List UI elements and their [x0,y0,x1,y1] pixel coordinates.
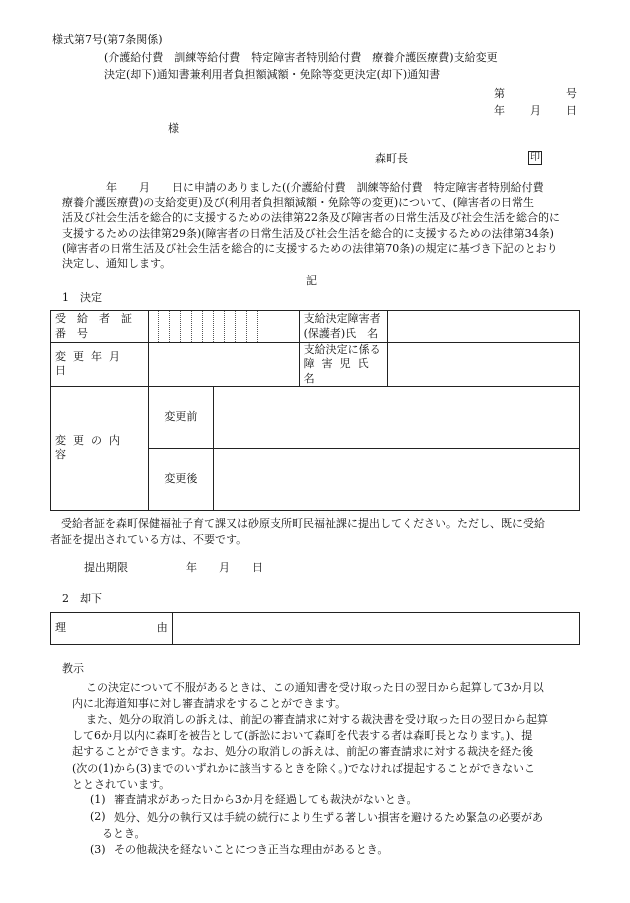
ki-marker: 記 [306,274,317,287]
teaching-line: (次の(1)から(3)までのいずれかに該当するときを除く。)でなければ提起することができないこ [72,761,536,775]
intro-line: 活及び社会生活を総合的に支援するための法律第22条及び障害者の日常生活及び社会生活を総合的に [62,211,560,225]
decision-table [50,310,580,511]
reason-field[interactable] [172,613,579,645]
recipient-number-digit[interactable] [246,311,257,343]
before-field[interactable] [214,386,580,448]
recipient-number-digit[interactable] [257,311,299,343]
recipient-name-field[interactable] [388,311,580,343]
recipient-number-digit[interactable] [225,311,236,343]
teaching-line: ととされています。 [72,777,171,791]
deadline-label: 提出期限 [84,561,128,574]
teaching-line: して6か月以内に森町を被告として(訴訟において森町を代表する者は森町長となります。)、提 [72,729,533,743]
doc-number-prefix: 第 [494,87,505,100]
intro-line: 決定し、通知します。 [62,257,172,271]
doc-number-suffix: 号 [566,87,577,100]
issuer-name: 森町長 [375,152,408,165]
child-name-field[interactable] [388,343,580,387]
document-title-line-1: (介護給付費 訓練等給付費 特定障害者特別給付費 療養介護医療費)支給変更 [104,51,498,64]
teaching-item-number: (3) [90,843,106,856]
deadline-date: 年 月 日 [186,561,263,574]
change-date-field[interactable] [148,343,299,387]
section-2-heading: 2 却下 [62,592,102,605]
after-field[interactable] [214,448,580,510]
teaching-item-number: (1) [90,793,106,806]
intro-line: 療養介護医療費)の支給変更)及び(利用者負担額減額・免除等の変更)について、(障害者の日常生 [62,196,535,210]
reason-label: 理 由 [51,613,173,645]
intro-paragraph [62,180,560,271]
form-number: 様式第7号(第7条関係) [52,33,163,46]
recipient-number-digit[interactable] [235,311,246,343]
recipient-number-label: 受給者証 番号 [51,311,149,343]
notice-line: 受給者証を森町保健福祉子育て課又は砂原支所町民福祉課に提出してください。ただし、既に受給 [61,517,545,530]
recipient-number-digit[interactable] [159,311,170,343]
recipient-number-digit[interactable] [214,311,225,343]
section-1-heading: 1 決定 [62,291,102,304]
change-content-label: 変更の内容 [51,386,149,510]
teaching-paragraph-2 [72,712,548,793]
notice-line: 者証を提出されている方は、不要です。 [50,533,248,546]
recipient-number-digit[interactable] [203,311,214,343]
seal-stamp: 印 [530,152,540,163]
intro-line: 支援するための法律第29条)(障害者の日常生活及び社会生活を総合的に支援するための法律第34条) [62,226,554,240]
recipient-number-digit[interactable] [181,311,192,343]
teaching-item-text: 審査請求があった日から3か月を経過しても裁決がないとき。 [114,793,418,806]
teaching-item-number: (2) [90,810,106,823]
recipient-number-digit[interactable] [170,311,181,343]
date-year-label: 年 [494,104,505,117]
teaching-line: また、処分の取消しの訴えは、前記の審査請求に対する裁決書を受け取った日の翌日から起算 [86,713,548,726]
intro-line: 年 月 日に申請のありました((介護給付費 訓練等給付費 特定障害者特別給付費 [106,181,544,194]
submission-notice [50,516,545,548]
change-date-label: 変更年月日 [51,343,149,387]
date-day-label: 日 [566,104,577,117]
teaching-heading: 教示 [62,662,84,675]
rejection-table [50,612,580,645]
document-title-line-2: 決定(却下)通知書兼利用者負担額減額・免除等変更決定(却下)通知書 [104,68,441,81]
teaching-paragraph-1 [72,680,544,712]
teaching-line: 起することができます。なお、処分の取消しの訴えは、前記の審査請求に対する裁決を経た後 [72,745,534,759]
teaching-item-text: 処分、処分の執行又は手続の続行により生ずる著しい損害を避けるため緊急の必要があ るとき。 [102,811,543,840]
before-label: 変更前 [148,386,214,448]
date-month-label: 月 [530,104,541,117]
teaching-line: 内に北海道知事に対し審査請求をすることができます。 [72,697,347,710]
addressee-honorific: 様 [168,122,179,135]
child-name-label: 支給決定に係る 障害児氏名 [299,343,388,387]
recipient-number-digit[interactable] [148,311,159,343]
after-label: 変更後 [148,448,214,510]
recipient-name-label: 支給決定障害者 (保護者)氏 名 [299,311,388,343]
teaching-line: この決定について不服があるときは、この通知書を受け取った日の翌日から起算して3か月以 [86,681,544,694]
intro-line: (障害者の日常生活及び社会生活を総合的に支援するための法律第70条)の規定に基づき下記のとおり [62,241,558,255]
recipient-number-digit[interactable] [192,311,203,343]
teaching-item-text: その他裁決を経ないことにつき正当な理由があるとき。 [114,843,389,856]
